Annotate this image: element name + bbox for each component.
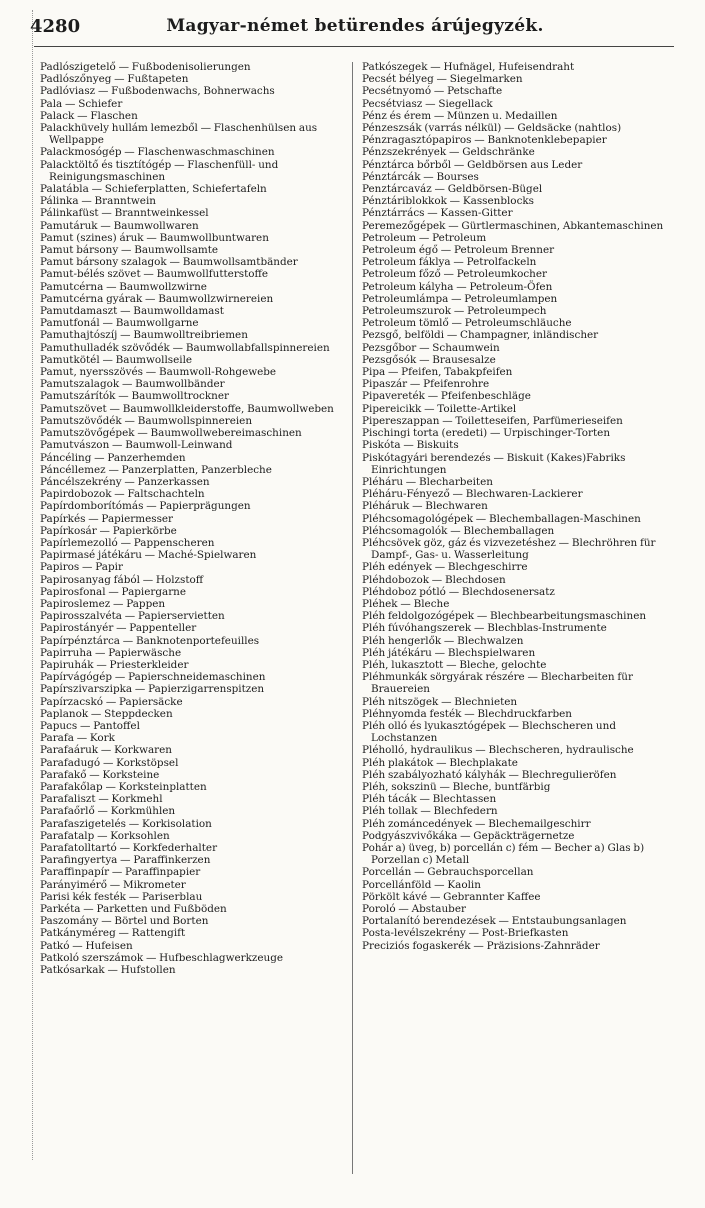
dictionary-entry: Pamutáruk — Baumwollwaren	[40, 219, 199, 232]
dictionary-entry: Pléh fúvóhangszerek — Blechblas-Instrumente	[362, 622, 607, 635]
dictionary-entry: Peremezőgépek — Gürtlermaschinen, Abkantemaschinen	[362, 219, 664, 232]
dictionary-entry: Pamutdamaszt — Baumwolldamast	[40, 305, 224, 318]
dictionary-entry: Piskótagyári berendezés — Biskuit (Kakes)Fabriks Einrichtungen	[362, 451, 626, 476]
right-column	[362, 61, 670, 952]
dictionary-entry: Pléholló, hydraulikus — Blechscheren, hydraulische	[362, 744, 634, 757]
dictionary-entry: Parafakő — Korksteine	[40, 768, 160, 781]
page-edge-line	[32, 10, 33, 1160]
dictionary-entry: Páncéllemez — Panzerplatten, Panzerbleche	[40, 463, 272, 476]
dictionary-entry: Pléh tollak — Blechfedern	[362, 805, 498, 818]
dictionary-entry: Pipereicikk — Toilette-Artikel	[362, 402, 517, 415]
dictionary-entry: Piskóta — Biskuits	[362, 439, 459, 452]
dictionary-entry: Pléh olló és lyukasztógépek — Blechscheren und Lochstanzen	[362, 719, 616, 745]
dictionary-entry: Pléhnyomda festék — Blechdruckfarben	[362, 707, 572, 720]
page-number: 4280	[30, 16, 81, 37]
dictionary-entry: Pénztárca bőrből — Geldbörsen aus Leder	[362, 158, 583, 171]
dictionary-entry: Parafadugó — Korkstöpsel	[40, 756, 179, 769]
dictionary-entry: Pléh hengerlők — Blechwalzen	[362, 634, 524, 647]
dictionary-entry: Pipavereték — Pfeifenbeschläge	[362, 390, 531, 403]
dictionary-entry: Patkó — Hufeisen	[40, 939, 133, 952]
dictionary-entry: Petroleum tömlő — Petroleumschläuche	[362, 317, 572, 330]
dictionary-entry: Pléhdoboz pótló — Blechdosenersatz	[362, 585, 555, 598]
dictionary-entry: Pamutcérna gyárak — Baumwollzwirnereien	[40, 292, 274, 305]
dictionary-entry: Papírdomborítómás — Papierprägungen	[40, 500, 251, 513]
dictionary-entry: Patkószegek — Hufnägel, Hufeisendraht	[362, 61, 575, 73]
dictionary-entry: Pohár a) üveg, b) porcellán c) fém — Becher a) Glas b) Porzellan c) Metall	[362, 842, 645, 867]
dictionary-entry: Pléhcsomagolók — Blechemballagen	[362, 524, 555, 537]
dictionary-entry: Papiroslemez — Pappen	[40, 597, 166, 610]
dictionary-entry: Papirosszalvéta — Papierservietten	[40, 610, 225, 623]
dictionary-entry: Pamutszalagok — Baumwollbänder	[40, 378, 225, 391]
dictionary-entry: Pamutvászon — Baumwoll-Leinwand	[40, 439, 233, 452]
dictionary-entry: Parafingyertya — Paraffinkerzen	[40, 854, 211, 867]
dictionary-entry: Pénztárrács — Kassen-Gitter	[362, 207, 513, 220]
dictionary-entry: Paraffinpapír — Paraffinpapier	[40, 866, 201, 879]
dictionary-entry: Pléh, lukasztott — Bleche, gelochte	[362, 658, 547, 671]
dictionary-entry: Pala — Schiefer	[40, 97, 123, 110]
dictionary-entry: Pecsét bélyeg — Siegelmarken	[362, 73, 523, 86]
dictionary-entry: Papírzacskó — Papiersäcke	[40, 695, 183, 708]
dictionary-entry: Preciziós fogaskerék — Präzisions-Zahnräder	[362, 939, 600, 952]
dictionary-entry: Pamutkötél — Baumwollseile	[40, 353, 193, 366]
dictionary-entry: Palatábla — Schieferplatten, Schiefertafeln	[40, 183, 267, 196]
dictionary-entry: Pénztáriblokkok — Kassenblocks	[362, 195, 535, 208]
dictionary-entry: Pezsgő, belföldi — Champagner, inländischer	[362, 329, 599, 342]
dictionary-entry: Petroleum főző — Petroleumkocher	[362, 268, 547, 281]
dictionary-entry: Pipa — Pfeifen, Tabakpfeifen	[362, 366, 513, 379]
dictionary-entry: Parafaáruk — Korkwaren	[40, 744, 172, 757]
dictionary-entry: Pipereszappan — Toiletteseifen, Parfümerieseifen	[362, 414, 623, 427]
dictionary-entry: Pamutcérna — Baumwollzwirne	[40, 280, 207, 293]
dictionary-entry: Petroleumlámpa — Petroleumlampen	[362, 292, 558, 305]
dictionary-entry: Pamutszövődék — Baumwollspinnereien	[40, 414, 253, 427]
dictionary-entry: Portalanító berendezések — Entstaubungsanlagen	[362, 915, 627, 928]
dictionary-entry: Pamut bársony — Baumwollsamte	[40, 244, 219, 257]
dictionary-entry: Podgyászvivőkáka — Gepäckträgernetze	[362, 829, 575, 842]
dictionary-entry: Paszomány — Börtel und Borten	[40, 915, 209, 928]
dictionary-entry: Papucs — Pantoffel	[40, 719, 140, 732]
dictionary-entry: Parafakőlap — Korksteinplatten	[40, 780, 207, 793]
dictionary-entry: Papirostányér — Pappenteller	[40, 622, 197, 635]
dictionary-entry: Patkányméreg — Rattengift	[40, 927, 186, 940]
dictionary-entry: Pamut (szines) áruk — Baumwollbuntwaren	[40, 231, 269, 244]
dictionary-entry: Pléh zománcedények — Blechemailgeschirr	[362, 817, 591, 830]
dictionary-entry: Papírszivarszipka — Papierzigarrenspitzen	[40, 683, 265, 696]
dictionary-entry: Pléhmunkák sörgyárak részére — Blecharbeiten für Brauereien	[362, 671, 633, 696]
dictionary-entry: Padlószigetelő — Fußbodenisolierungen	[40, 61, 251, 73]
page-header	[30, 16, 680, 42]
dictionary-entry: Palackhüvely hullám lemezből — Flaschenhülsen aus Wellpappe	[40, 122, 318, 147]
dictionary-entry: Patkósarkak — Hufstollen	[40, 964, 176, 977]
dictionary-entry: Palacktöltő és tisztítógép — Flaschenfüll- und Reinigungsmaschinen	[40, 158, 279, 183]
dictionary-entry: Palack — Flaschen	[40, 109, 138, 122]
dictionary-entry: Pléhdobozok — Blechdosen	[362, 573, 506, 586]
dictionary-entry: Pléháru-Fényező — Blechwaren-Lackierer	[362, 488, 583, 501]
dictionary-entry: Pléhek — Bleche	[362, 597, 450, 610]
dictionary-entry: Pléh tácák — Blechtassen	[362, 793, 497, 806]
dictionary-entry: Petroleumszurok — Petroleumpech	[362, 305, 547, 318]
dictionary-entry: Pléhcsomagológépek — Blechemballagen-Maschinen	[362, 512, 641, 525]
dictionary-entry: Pamut, nyersszövés — Baumwoll-Rohgewebe	[40, 366, 277, 379]
dictionary-entry: Pezsgősók — Brausesalze	[362, 353, 496, 366]
dictionary-entry: Pénzszekrények — Geldschränke	[362, 146, 535, 159]
dictionary-entry: Porcellánföld — Kaolin	[362, 878, 481, 891]
dictionary-entry: Pálinkafüst — Branntweinkessel	[40, 207, 209, 220]
dictionary-entry: Porcellán — Gebrauchsporcellan	[362, 866, 534, 879]
dictionary-entry: Penztárcaváz — Geldbörsen-Bügel	[362, 183, 543, 196]
dictionary-entry: Papírpénztárca — Banknotenportefeuilles	[40, 634, 260, 647]
dictionary-entry: Papirruha — Papierwäsche	[40, 646, 182, 659]
dictionary-entry: Pálinka — Branntwein	[40, 195, 156, 208]
dictionary-entry: Papirmasé játékáru — Maché-Spielwaren	[40, 549, 257, 562]
dictionary-entry: Pamutszárítók — Baumwolltrockner	[40, 390, 229, 403]
dictionary-entry: Pamuthulladék szövődék — Baumwollabfallspinnereien	[40, 341, 330, 354]
dictionary-entry: Pénzeszsák (varrás nélkül) — Geldsäcke (nahtlos)	[362, 122, 622, 135]
column-divider	[352, 62, 353, 1174]
dictionary-entry: Papírvágógép — Papierschneidemaschinen	[40, 671, 266, 684]
dictionary-entry: Parafaliszt — Korkmehl	[40, 793, 163, 806]
dictionary-entry: Parányimérő — Mikrometer	[40, 878, 186, 891]
dictionary-entry: Parafaszigetelés — Korkisolation	[40, 817, 212, 830]
dictionary-entry: Papírkosár — Papierkörbe	[40, 524, 177, 537]
dictionary-entry: Pléh edények — Blechgeschirre	[362, 561, 528, 574]
dictionary-entry: Pénz és érem — Münzen u. Medaillen	[362, 109, 558, 122]
dictionary-entry: Padlószőnyeg — Fußtapeten	[40, 73, 189, 86]
dictionary-entry: Pecsétnyomó — Petschafte	[362, 85, 503, 98]
dictionary-entry: Pléh feldolgozógépek — Blechbearbeitungsmaschinen	[362, 610, 647, 623]
dictionary-entry: Pléhcsövek göz, gáz és vizvezetéshez — Blechröhren für Dampf-, Gas- u. Wasserleitung	[362, 536, 656, 562]
dictionary-entry: Petroleum kályha — Petroleum-Öfen	[362, 280, 553, 293]
header-rule	[34, 46, 674, 47]
dictionary-entry: Pléh nitszögek — Blechnieten	[362, 695, 518, 708]
dictionary-entry: Pléháru — Blecharbeiten	[362, 475, 493, 488]
dictionary-entry: Pamutszövőgépek — Baumwollwebereimaschinen	[40, 427, 302, 440]
dictionary-entry: Parafaőrlő — Korkmühlen	[40, 805, 176, 818]
dictionary-entry: Paplanok — Steppdecken	[40, 707, 173, 720]
dictionary-entry: Pénzragasztópapiros — Banknotenklebepapier	[362, 134, 607, 147]
dictionary-entry: Papirdobozok — Faltschachteln	[40, 488, 205, 501]
dictionary-entry: Parafatolltartó — Korkfederhalter	[40, 842, 218, 854]
dictionary-entry: Pléh plakátok — Blechplakate	[362, 756, 518, 769]
dictionary-entry: Padlóviasz — Fußbodenwachs, Bohnerwachs	[40, 85, 275, 98]
dictionary-entry: Pamuthajtószíj — Baumwolltreibriemen	[40, 329, 248, 342]
dictionary-entry: Petroleum — Petroleum	[362, 231, 487, 244]
dictionary-entry: Parafatalp — Korksohlen	[40, 829, 170, 842]
dictionary-entry: Pamut bársony szalagok — Baumwollsamtbänder	[40, 256, 298, 269]
dictionary-entry: Pléh, sokszinü — Bleche, buntfärbig	[362, 780, 551, 793]
dictionary-entry: Papiros — Papir	[40, 561, 123, 574]
dictionary-entry: Papírlemezolló — Pappenscheren	[40, 536, 215, 549]
dictionary-entry: Papiruhák — Priesterkleider	[40, 658, 189, 671]
dictionary-entry: Papirosanyag fából — Holzstoff	[40, 573, 204, 586]
dictionary-entry: Petroleum égő — Petroleum Brenner	[362, 244, 555, 257]
dictionary-entry: Palackmosógép — Flaschenwaschmaschinen	[40, 146, 275, 159]
left-column	[40, 61, 346, 976]
dictionary-entry: Posta-levélszekrény — Post-Briefkasten	[362, 927, 569, 940]
dictionary-entry: Parisi kék festék — Pariserblau	[40, 890, 203, 903]
dictionary-entry: Páncélszekrény — Panzerkassen	[40, 475, 210, 488]
dictionary-entry: Papirosfonal — Papiergarne	[40, 585, 187, 598]
dictionary-entry: Pörkölt kávé — Gebrannter Kaffee	[362, 890, 541, 903]
dictionary-entry: Pléháruk — Blechwaren	[362, 500, 488, 513]
dictionary-entry: Poroló — Abstauber	[362, 903, 466, 916]
dictionary-entry: Parafa — Kork	[40, 732, 115, 745]
dictionary-entry: Pischingi torta (eredeti) — Urpischinger-Torten	[362, 427, 611, 440]
dictionary-entry: Pamutfonál — Baumwollgarne	[40, 317, 199, 330]
dictionary-entry: Pezsgőbor — Schaumwein	[362, 341, 500, 354]
dictionary-entry: Patkoló szerszámok — Hufbeschlagwerkzeuge	[40, 951, 283, 964]
dictionary-entry: Pléh szabályozható kályhák — Blechregulieröfen	[362, 768, 617, 781]
page-title: Magyar-német betürendes árújegyzék.	[166, 16, 544, 36]
dictionary-entry: Parkéta — Parketten und Fußböden	[40, 903, 227, 916]
dictionary-entry: Petroleum fáklya — Petrolfackeln	[362, 256, 537, 269]
dictionary-entry: Pénztárcák — Bourses	[362, 170, 479, 183]
dictionary-entry: Pamut-bélés szövet — Baumwollfutterstoffe	[40, 268, 269, 281]
dictionary-entry: Pecsétviasz — Siegellack	[362, 97, 493, 110]
dictionary-entry: Pléh játékáru — Blechspielwaren	[362, 646, 536, 659]
dictionary-entry: Papírkés — Papiermesser	[40, 512, 174, 525]
dictionary-entry: Pamutszövet — Baumwollkleiderstoffe, Baumwollweben	[40, 402, 334, 415]
dictionary-entry: Pipaszár — Pfeifenrohre	[362, 378, 490, 391]
dictionary-entry: Páncéling — Panzerhemden	[40, 451, 186, 464]
